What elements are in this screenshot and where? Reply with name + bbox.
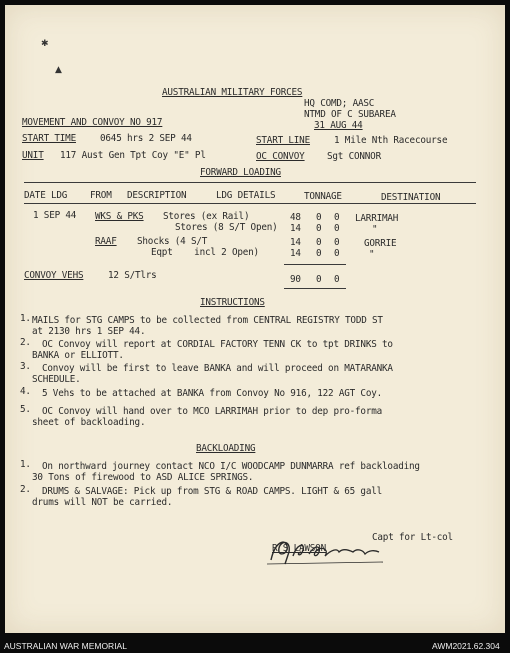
total-tons: 90 bbox=[290, 274, 301, 285]
total-bottom-rule bbox=[284, 288, 346, 289]
start-line-label: START LINE bbox=[256, 135, 310, 146]
oc-convoy-label: OC CONVOY bbox=[256, 151, 305, 162]
start-line-value: 1 Mile Nth Racecourse bbox=[334, 135, 448, 146]
row-date: 1 SEP 44 bbox=[33, 210, 77, 221]
col-header-ldg-details: LDG DETAILS bbox=[216, 190, 276, 201]
convoy-vehs-value: 12 S/Tlrs bbox=[108, 270, 157, 281]
movement-title: MOVEMENT AND CONVOY NO 917 bbox=[22, 117, 163, 128]
backloading-line: 30 Tons of firewood to ASD ALICE SPRINGS. bbox=[32, 472, 254, 483]
row-qtr: 0 bbox=[334, 237, 340, 248]
row-details: Eqpt incl 2 Open) bbox=[151, 247, 259, 258]
instruction-line: MAILS for STG CAMPS to be collected from CENTRAL REGISTRY TODD ST bbox=[32, 315, 383, 326]
row-cwt: 0 bbox=[316, 223, 322, 234]
forward-loading-title: FORWARD LOADING bbox=[200, 167, 281, 178]
instruction-line: OC Convoy will hand over to MCO LARRIMAH prior to dep pro-forma bbox=[42, 406, 383, 417]
org-heading: AUSTRALIAN MILITARY FORCES bbox=[162, 87, 303, 98]
col-header-destination: DESTINATION bbox=[381, 192, 441, 203]
col-header-tonnage: TONNAGE bbox=[304, 191, 342, 202]
row-tons: 48 bbox=[290, 212, 301, 223]
backloading-number: 2. bbox=[20, 484, 31, 495]
signoff-text: Capt for Lt-col bbox=[372, 532, 453, 543]
backloading-title: BACKLOADING bbox=[196, 443, 256, 454]
col-header-date: DATE LDG bbox=[24, 190, 68, 201]
instruction-line: at 2130 hrs 1 SEP 44. bbox=[32, 326, 146, 337]
document-date: 31 AUG 44 bbox=[314, 120, 363, 131]
total-cwt: 0 bbox=[316, 274, 322, 285]
row-tons: 14 bbox=[290, 237, 301, 248]
row-tons: 14 bbox=[290, 248, 301, 259]
col-header-description: DESCRIPTION bbox=[127, 190, 187, 201]
footer-reference-number: AWM2021.62.304 bbox=[432, 641, 500, 651]
unit-value: 117 Aust Gen Tpt Coy "E" Pl bbox=[60, 150, 206, 161]
row-tons: 14 bbox=[290, 223, 301, 234]
start-time-label: START TIME bbox=[22, 133, 76, 144]
row-destination: " bbox=[369, 249, 375, 260]
instruction-line: sheet of backloading. bbox=[32, 417, 146, 428]
instruction-number: 1. bbox=[20, 313, 31, 324]
row-from: RAAF bbox=[95, 236, 117, 247]
row-details: Shocks (4 S/T bbox=[137, 236, 208, 247]
instruction-line: SCHEDULE. bbox=[32, 374, 81, 385]
hq-line-2: NTMD OF C SUBAREA bbox=[304, 109, 396, 120]
oc-convoy-value: Sgt CONNOR bbox=[327, 151, 381, 162]
row-details: Stores (ex Rail) bbox=[163, 211, 250, 222]
instructions-title: INSTRUCTIONS bbox=[200, 297, 265, 308]
row-qtr: 0 bbox=[334, 212, 340, 223]
instruction-line: 5 Vehs to be attached at BANKA from Convoy No 916, 122 AGT Coy. bbox=[42, 388, 383, 399]
instruction-number: 2. bbox=[20, 337, 31, 348]
unit-label: UNIT bbox=[22, 150, 44, 161]
instruction-number: 3. bbox=[20, 361, 31, 372]
signatory-name: R S LAWSON bbox=[272, 543, 326, 554]
row-qtr: 0 bbox=[334, 223, 340, 234]
instruction-line: BANKA or ELLIOTT. bbox=[32, 350, 124, 361]
row-cwt: 0 bbox=[316, 248, 322, 259]
start-time-value: 0645 hrs 2 SEP 44 bbox=[100, 133, 192, 144]
punch-hole-icon: ▲ bbox=[55, 65, 62, 75]
row-destination: " bbox=[372, 224, 378, 235]
punch-hole-mark: ✱ bbox=[41, 39, 49, 49]
total-top-rule bbox=[284, 264, 346, 265]
instruction-line: Convoy will be first to leave BANKA and will proceed on MATARANKA bbox=[42, 363, 393, 374]
instruction-number: 4. bbox=[20, 386, 31, 397]
instruction-number: 5. bbox=[20, 404, 31, 415]
col-header-from: FROM bbox=[90, 190, 112, 201]
row-destination: LARRIMAH bbox=[355, 213, 399, 224]
convoy-vehs-label: CONVOY VEHS bbox=[24, 270, 84, 281]
backloading-line: On northward journey contact NCO I/C WOODCAMP DUNMARRA ref backloading bbox=[42, 461, 420, 472]
table-header-rule bbox=[24, 203, 476, 204]
backloading-number: 1. bbox=[20, 459, 31, 470]
row-destination: GORRIE bbox=[364, 238, 397, 249]
instruction-line: OC Convoy will report at CORDIAL FACTORY TENN CK to tpt DRINKS to bbox=[42, 339, 393, 350]
row-qtr: 0 bbox=[334, 248, 340, 259]
backloading-line: DRUMS & SALVAGE: Pick up from STG & ROAD CAMPS. LIGHT & 65 gall bbox=[42, 486, 383, 497]
row-details: Stores (8 S/T Open) bbox=[175, 222, 278, 233]
hq-line-1: HQ COMD; AASC bbox=[304, 98, 375, 109]
total-qtr: 0 bbox=[334, 274, 340, 285]
footer-archive-name: AUSTRALIAN WAR MEMORIAL bbox=[4, 641, 127, 651]
backloading-line: drums will NOT be carried. bbox=[32, 497, 173, 508]
row-cwt: 0 bbox=[316, 237, 322, 248]
row-from: WKS & PKS bbox=[95, 211, 144, 222]
table-top-rule bbox=[24, 182, 476, 183]
row-cwt: 0 bbox=[316, 212, 322, 223]
